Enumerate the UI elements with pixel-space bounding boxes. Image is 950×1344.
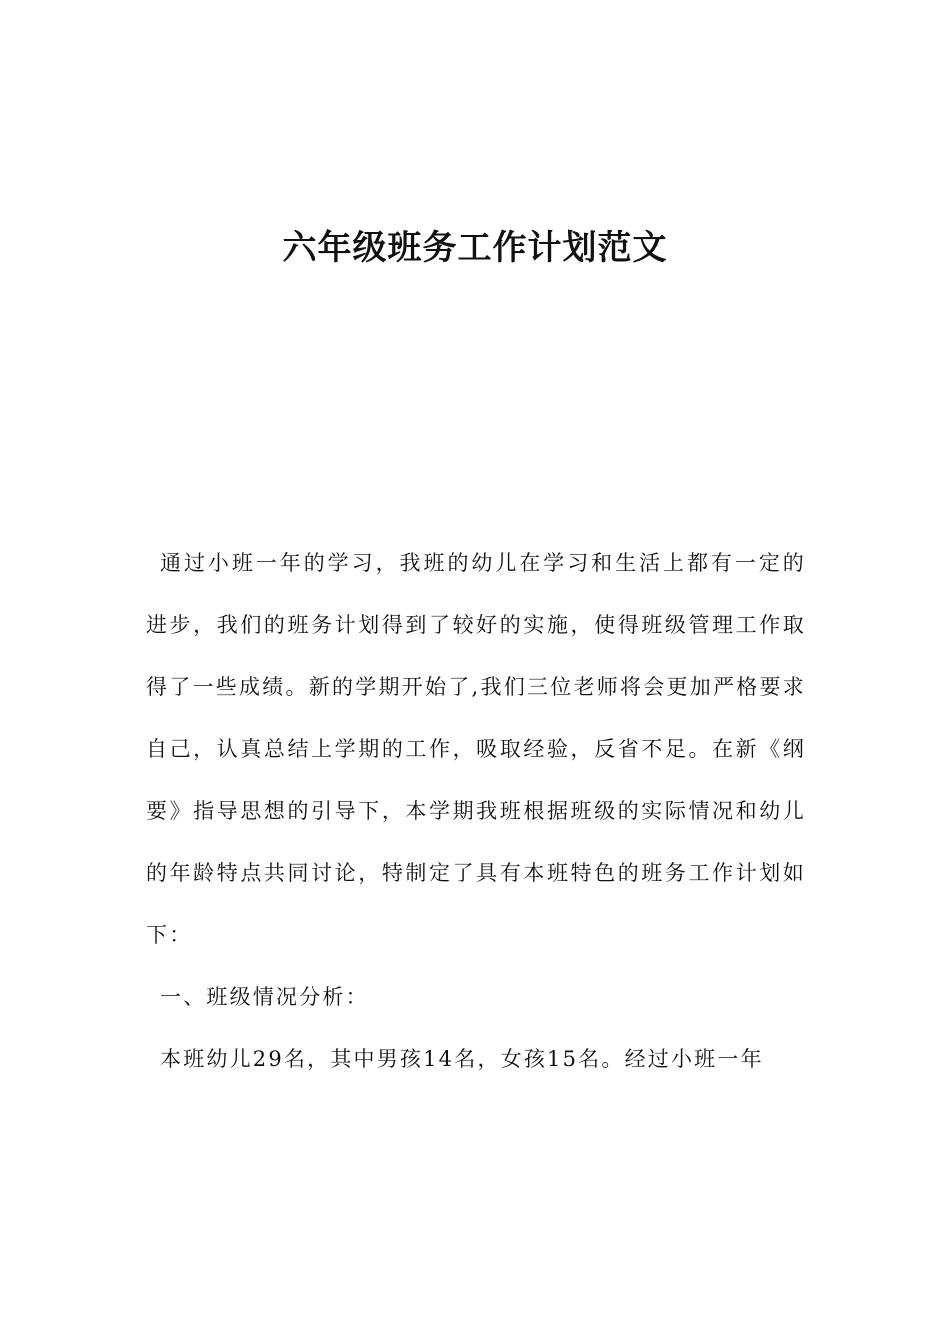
intro-paragraph: 通过小班一年的学习，我班的幼儿在学习和生活上都有一定的进步，我们的班务计划得到了较好的实施，使得班级管理工作取得了一些成绩。新的学期开始了,我们三位老师将会更加严格要求自己，认真总结上学期的工作，吸取经验，反省不足。在新《纲要》指导思想的引导下，本学期我班根据班级的实际情况和幼儿的年龄特点共同讨论，特制定了具有本班特色的班务工作计划如下： [146, 551, 806, 947]
document-body [146, 532, 806, 1090]
section-heading-class-analysis: 一、班级情况分析： [160, 985, 369, 1009]
document-title: 六年级班务工作计划范文 [282, 228, 668, 268]
class-analysis-paragraph: 本班幼儿29名，其中男孩14名，女孩15名。经过小班一年 [160, 1047, 764, 1071]
